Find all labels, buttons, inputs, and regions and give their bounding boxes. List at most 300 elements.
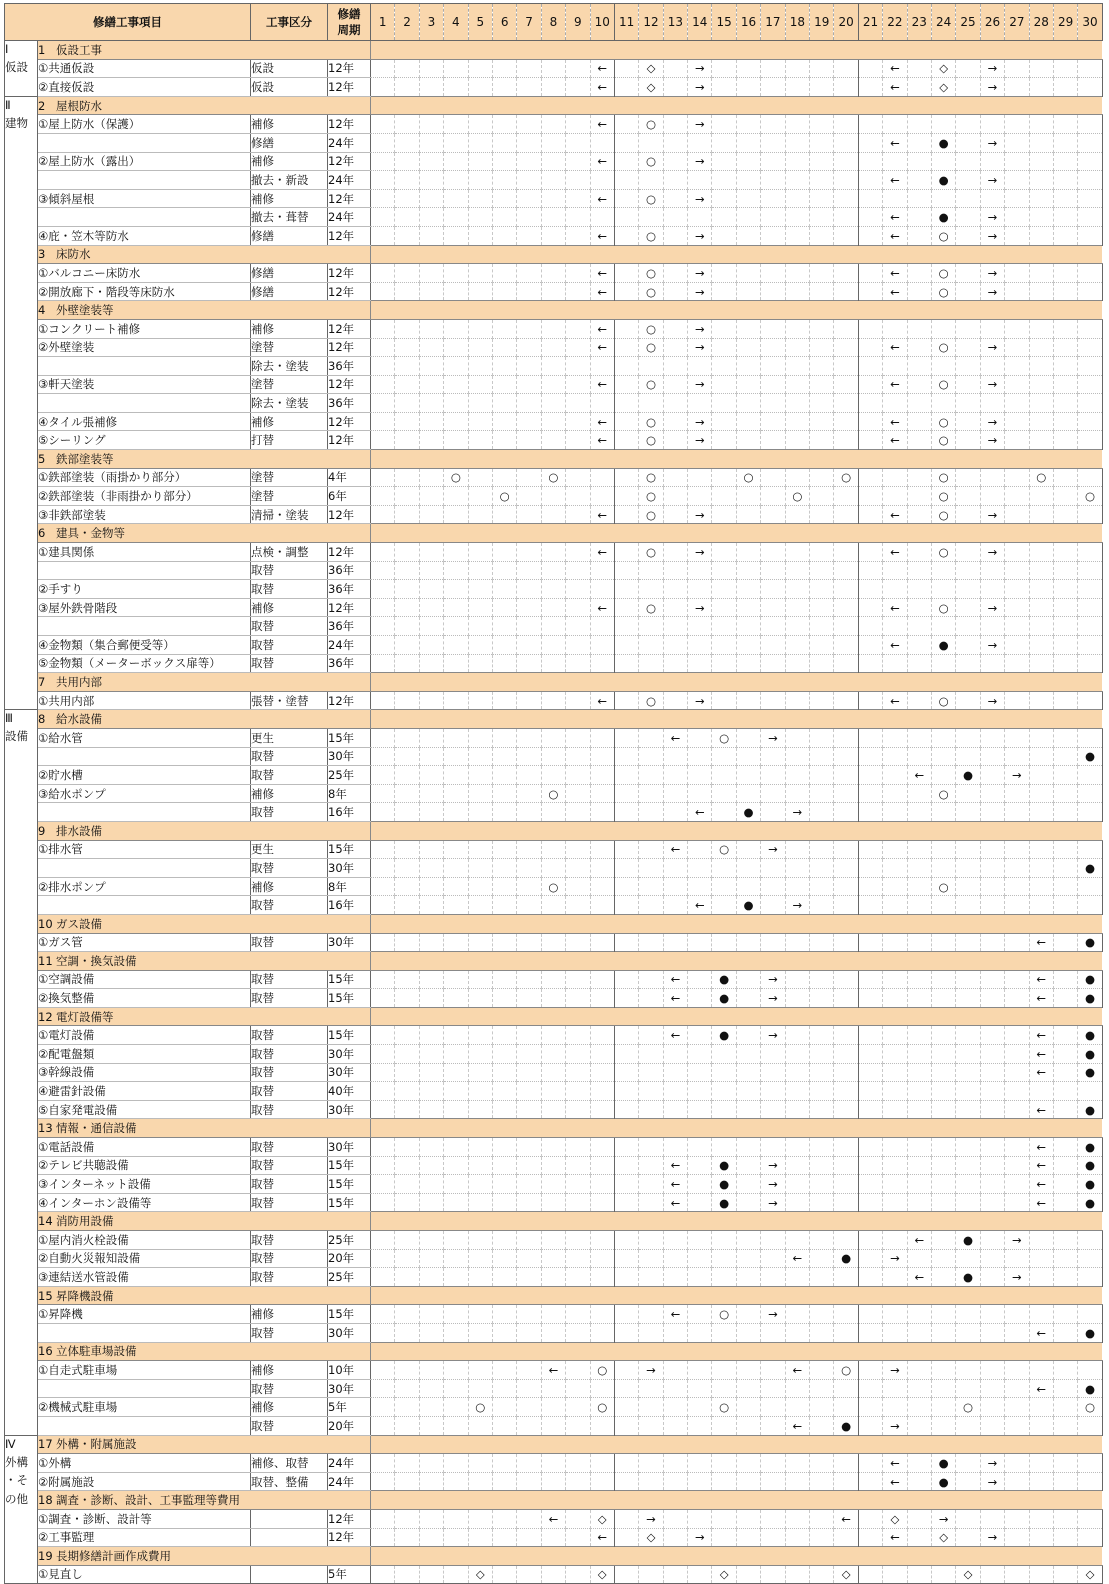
year-cell (1005, 580, 1029, 599)
work-type: 取替 (251, 617, 328, 636)
section-label (5, 431, 38, 450)
year-cell (883, 1398, 907, 1417)
year-cell (931, 970, 955, 989)
category-row (5, 41, 1103, 60)
year-cell (468, 1454, 492, 1473)
year-cell (614, 766, 638, 785)
year-cell (907, 468, 931, 487)
year-cell (761, 1323, 785, 1342)
year-cell (395, 431, 419, 450)
year-cell (517, 691, 541, 710)
schedule-marker: ← (883, 1528, 907, 1547)
year-cell (663, 394, 687, 413)
schedule-marker: ○ (639, 282, 663, 301)
category-title (38, 821, 371, 840)
category-number: 8 (38, 712, 46, 727)
year-cell (883, 896, 907, 915)
category-band (371, 821, 1103, 840)
section-label (5, 691, 38, 710)
year-cell (810, 1193, 834, 1212)
year-cell (517, 877, 541, 896)
section-label (5, 133, 38, 152)
year-cell (688, 1175, 712, 1194)
year-cell (541, 431, 565, 450)
year-cell (395, 1565, 419, 1584)
year-cell (468, 598, 492, 617)
category-label: 鉄部塗装等 (56, 451, 114, 466)
year-cell (614, 580, 638, 599)
section-label (5, 375, 38, 394)
schedule-body (5, 41, 1103, 1584)
year-cell (1053, 989, 1077, 1008)
year-cell (736, 877, 760, 896)
year-cell (907, 840, 931, 859)
year-cell (688, 580, 712, 599)
year-cell (492, 1045, 516, 1064)
category-number: 1 (38, 42, 46, 57)
item-name: ①昇降機 (38, 1305, 251, 1324)
year-cell (785, 412, 809, 431)
work-type: 取替 (251, 766, 328, 785)
year-cell (590, 654, 614, 673)
year-cell (858, 505, 882, 524)
year-cell (810, 543, 834, 562)
year-cell (907, 933, 931, 952)
year-cell (371, 636, 395, 655)
category-title (38, 1119, 371, 1138)
schedule-marker: ○ (590, 1398, 614, 1417)
year-cell (590, 208, 614, 227)
year-cell (883, 115, 907, 134)
schedule-marker: ○ (639, 505, 663, 524)
year-cell (785, 1231, 809, 1250)
year-cell (566, 766, 590, 785)
item-name: ①共通仮設 (38, 59, 251, 78)
year-cell (1005, 226, 1029, 245)
year-cell (1078, 78, 1102, 97)
year-cell (956, 877, 980, 896)
year-cell (907, 654, 931, 673)
year-cell (517, 561, 541, 580)
year-cell (810, 617, 834, 636)
year-cell (517, 803, 541, 822)
year-cell (907, 505, 931, 524)
work-type: 取替 (251, 1138, 328, 1157)
year-cell (1029, 1398, 1053, 1417)
category-number: 16 (38, 1344, 53, 1359)
work-type: 塗替 (251, 468, 328, 487)
year-cell (761, 1249, 785, 1268)
item-name (38, 171, 251, 190)
year-cell (468, 561, 492, 580)
year-cell (395, 747, 419, 766)
year-cell (1029, 412, 1053, 431)
year-cell (761, 1268, 785, 1287)
year-cell (541, 859, 565, 878)
section-label (5, 636, 38, 655)
year-cell (663, 431, 687, 450)
year-cell (736, 859, 760, 878)
year-cell (907, 747, 931, 766)
item-name: ①共用内部 (38, 691, 251, 710)
year-cell (468, 1379, 492, 1398)
year-cell (371, 208, 395, 227)
year-cell (1029, 1249, 1053, 1268)
year-cell (1005, 1045, 1029, 1064)
year-cell (907, 282, 931, 301)
year-cell (956, 468, 980, 487)
year-cell (1078, 375, 1102, 394)
year-cell (663, 1249, 687, 1268)
year-cell (858, 728, 882, 747)
year-cell (785, 189, 809, 208)
year-cell (785, 133, 809, 152)
category-row (5, 1007, 1103, 1026)
year-cell (834, 1323, 858, 1342)
year-cell (858, 877, 882, 896)
year-cell (712, 654, 736, 673)
year-cell (980, 859, 1004, 878)
item-name: ⑤金物類（メーターボックス扉等） (38, 654, 251, 673)
schedule-marker: ● (1078, 1045, 1102, 1064)
year-cell (736, 561, 760, 580)
year-cell (1005, 505, 1029, 524)
section-label (5, 766, 38, 785)
schedule-marker: ← (590, 282, 614, 301)
category-row (5, 1212, 1103, 1231)
year-cell (858, 654, 882, 673)
schedule-marker: ← (590, 152, 614, 171)
year-cell (1053, 1249, 1077, 1268)
year-cell (541, 1156, 565, 1175)
schedule-marker: ← (883, 59, 907, 78)
year-cell (395, 468, 419, 487)
year-cell (980, 394, 1004, 413)
year-cell (1029, 226, 1053, 245)
year-cell (858, 766, 882, 785)
year-cell (395, 1454, 419, 1473)
year-cell (419, 1416, 443, 1435)
year-cell (371, 152, 395, 171)
work-type: 補修 (251, 877, 328, 896)
year-cell (834, 1063, 858, 1082)
schedule-row (5, 1565, 1103, 1584)
year-cell (810, 505, 834, 524)
year-cell (956, 784, 980, 803)
schedule-marker: ● (1078, 859, 1102, 878)
year-cell (785, 1193, 809, 1212)
year-cell (395, 561, 419, 580)
item-name: ②開放廊下・階段等床防水 (38, 282, 251, 301)
year-cell (858, 394, 882, 413)
year-cell (468, 933, 492, 952)
item-name (38, 747, 251, 766)
year-cell (834, 357, 858, 376)
year-cell (614, 1509, 638, 1528)
year-cell (541, 1026, 565, 1045)
work-type: 除去・塗装 (251, 394, 328, 413)
year-cell (883, 487, 907, 506)
schedule-marker: → (1005, 1268, 1029, 1287)
year-cell (517, 319, 541, 338)
schedule-marker: ← (590, 59, 614, 78)
year-cell (541, 654, 565, 673)
schedule-marker: → (980, 1528, 1004, 1547)
year-cell (590, 1416, 614, 1435)
year-cell (614, 1565, 638, 1584)
year-cell (517, 1305, 541, 1324)
year-cell (736, 338, 760, 357)
schedule-marker: ○ (590, 1361, 614, 1380)
year-cell (395, 1100, 419, 1119)
year-cell (395, 1361, 419, 1380)
year-cell (761, 282, 785, 301)
year-cell (614, 1305, 638, 1324)
category-title (38, 1547, 371, 1566)
year-cell (419, 989, 443, 1008)
year-cell (834, 1454, 858, 1473)
year-cell (834, 1138, 858, 1157)
year-cell (444, 877, 468, 896)
year-cell (1005, 189, 1029, 208)
year-cell (712, 226, 736, 245)
year-cell (1005, 78, 1029, 97)
year-cell (907, 319, 931, 338)
year-cell (858, 580, 882, 599)
year-cell (931, 1268, 955, 1287)
year-cell (980, 728, 1004, 747)
year-cell (931, 319, 955, 338)
year-cell (858, 933, 882, 952)
year-cell (1053, 1305, 1077, 1324)
year-cell (834, 970, 858, 989)
year-cell (712, 375, 736, 394)
year-cell (614, 282, 638, 301)
year-cell (492, 319, 516, 338)
year-cell (639, 1323, 663, 1342)
year-cell (785, 933, 809, 952)
year-cell (980, 1231, 1004, 1250)
year-cell (858, 840, 882, 859)
year-cell (810, 357, 834, 376)
year-cell (541, 1416, 565, 1435)
year-cell (566, 1398, 590, 1417)
year-cell (785, 617, 809, 636)
year-cell (590, 133, 614, 152)
year-cell (858, 375, 882, 394)
year-cell (444, 78, 468, 97)
year-cell (931, 580, 955, 599)
year-cell (883, 1231, 907, 1250)
year-cell (541, 171, 565, 190)
section-label: Ⅳ (5, 1435, 38, 1454)
year-cell (590, 1100, 614, 1119)
schedule-marker: ○ (639, 543, 663, 562)
repair-cycle: 25年 (328, 1268, 371, 1287)
year-cell (566, 1361, 590, 1380)
year-cell (1053, 1175, 1077, 1194)
repair-cycle: 15年 (328, 1175, 371, 1194)
category-title (38, 301, 371, 320)
year-cell (761, 654, 785, 673)
year-cell (858, 1082, 882, 1101)
year-cell (931, 1416, 955, 1435)
year-cell (956, 1472, 980, 1491)
category-title (38, 1491, 371, 1510)
schedule-row (5, 691, 1103, 710)
item-name: ②テレビ共聴設備 (38, 1156, 251, 1175)
year-cell (736, 1268, 760, 1287)
year-cell (468, 431, 492, 450)
year-cell (1005, 803, 1029, 822)
year-cell (492, 1472, 516, 1491)
year-cell (907, 636, 931, 655)
year-cell (688, 970, 712, 989)
schedule-marker: ← (883, 1454, 907, 1473)
year-cell (517, 1045, 541, 1064)
year-cell (663, 412, 687, 431)
item-name: ⑤シーリング (38, 431, 251, 450)
year-cell (883, 1379, 907, 1398)
category-row (5, 301, 1103, 320)
work-type: 修繕 (251, 133, 328, 152)
year-cell (468, 264, 492, 283)
year-cell (834, 840, 858, 859)
year-cell (419, 803, 443, 822)
year-cell (517, 617, 541, 636)
year-cell (785, 338, 809, 357)
year-cell (1078, 357, 1102, 376)
year-cell (736, 1193, 760, 1212)
schedule-marker: → (980, 543, 1004, 562)
year-cell (810, 1323, 834, 1342)
year-cell (566, 357, 590, 376)
year-cell (1078, 1249, 1102, 1268)
year-cell (371, 133, 395, 152)
year-cell (907, 1509, 931, 1528)
year-cell (1053, 1361, 1077, 1380)
year-cell (907, 1379, 931, 1398)
year-cell (1053, 747, 1077, 766)
year-cell (614, 654, 638, 673)
year-cell (395, 896, 419, 915)
year-cell (834, 543, 858, 562)
year-cell (1029, 803, 1053, 822)
schedule-marker: ● (1078, 1138, 1102, 1157)
year-cell (663, 803, 687, 822)
schedule-marker: ← (1029, 1045, 1053, 1064)
year-cell (517, 1565, 541, 1584)
year-cell (371, 338, 395, 357)
schedule-marker: ← (1029, 1323, 1053, 1342)
year-cell (907, 896, 931, 915)
year-cell (566, 877, 590, 896)
schedule-row (5, 1472, 1103, 1491)
year-cell (419, 133, 443, 152)
year-cell (883, 561, 907, 580)
year-cell (810, 394, 834, 413)
section-label (5, 784, 38, 803)
work-type: 取替 (251, 1045, 328, 1064)
year-cell (590, 1231, 614, 1250)
schedule-marker: ← (883, 543, 907, 562)
section-label: 設備 (5, 728, 38, 747)
category-label: 共用内部 (56, 674, 102, 689)
year-cell (517, 989, 541, 1008)
year-cell (566, 264, 590, 283)
schedule-marker: → (688, 431, 712, 450)
year-cell (1005, 1379, 1029, 1398)
section-label (5, 226, 38, 245)
work-type: 取替 (251, 636, 328, 655)
schedule-marker: → (688, 691, 712, 710)
year-cell (614, 208, 638, 227)
year-cell (395, 59, 419, 78)
year-cell (492, 375, 516, 394)
category-label: 電灯設備等 (56, 1009, 114, 1024)
year-cell (712, 784, 736, 803)
category-number: 10 (38, 916, 53, 931)
year-cell (761, 896, 785, 915)
item-name: ①電灯設備 (38, 1026, 251, 1045)
year-cell (1078, 803, 1102, 822)
year-cell (761, 1100, 785, 1119)
year-cell (468, 1100, 492, 1119)
schedule-row (5, 264, 1103, 283)
year-cell (785, 152, 809, 171)
year-cell (614, 487, 638, 506)
year-cell (712, 766, 736, 785)
year-cell (1053, 970, 1077, 989)
year-cell (858, 859, 882, 878)
year-cell (444, 747, 468, 766)
year-cell (956, 152, 980, 171)
year-cell (517, 970, 541, 989)
year-cell (419, 1063, 443, 1082)
year-cell (492, 264, 516, 283)
year-cell (785, 598, 809, 617)
repair-cycle: 15年 (328, 1156, 371, 1175)
year-cell (712, 1138, 736, 1157)
year-cell (858, 1231, 882, 1250)
year-cell (883, 859, 907, 878)
year-cell (980, 747, 1004, 766)
schedule-row (5, 412, 1103, 431)
year-cell (883, 319, 907, 338)
schedule-marker: → (688, 338, 712, 357)
year-cell (371, 840, 395, 859)
year-cell (956, 636, 980, 655)
section-label (5, 1119, 38, 1138)
year-cell (663, 1231, 687, 1250)
category-title (38, 1212, 371, 1231)
maintenance-schedule-sheet (4, 3, 1102, 1582)
year-cell (566, 896, 590, 915)
section-label: ・そ (5, 1472, 38, 1491)
year-cell (810, 1454, 834, 1473)
schedule-row (5, 1231, 1103, 1250)
year-cell (395, 208, 419, 227)
year-cell (785, 580, 809, 599)
item-name: ②鉄部塗装（非雨掛かり部分） (38, 487, 251, 506)
year-cell (614, 1175, 638, 1194)
schedule-marker: ● (931, 208, 955, 227)
year-cell (1053, 357, 1077, 376)
year-cell (1029, 171, 1053, 190)
work-type: 補修 (251, 1398, 328, 1417)
year-cell (834, 487, 858, 506)
schedule-marker: ○ (639, 691, 663, 710)
